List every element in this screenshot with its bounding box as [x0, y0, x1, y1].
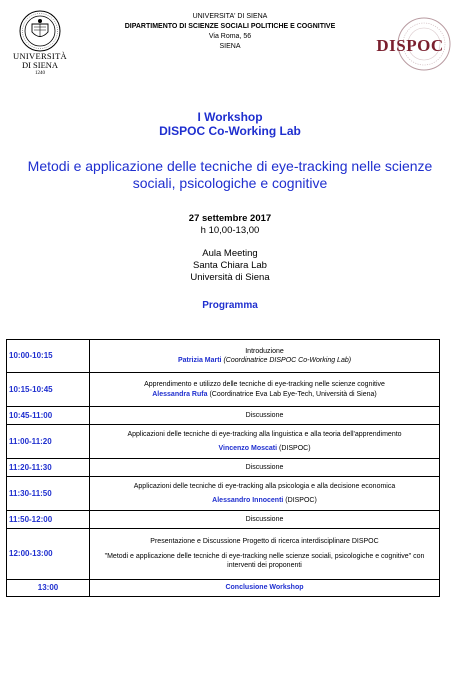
session-quote: "Metodi e applicazione delle tecniche di eye-tracking nelle scienze sociali, psicologiche e cognitive" con interventi dei proponenti [104, 552, 425, 570]
session-title: Applicazioni delle tecniche di eye-tracking alla linguistica e alla teoria dell'apprendimento [127, 431, 402, 438]
university-seal-icon [18, 10, 62, 52]
session-title: Introduzione [245, 347, 284, 355]
event-hours: h 10,00-13,00 [200, 225, 260, 236]
event-venue [0, 248, 460, 284]
university-logo-name: UNIVERSITÀ [13, 51, 67, 61]
session-title: Presentazione e Discussione Progetto di ricerca interdisciplinare DISPOC [150, 538, 379, 546]
session-cell [90, 340, 440, 373]
session-title: Apprendimento e utilizzo delle tecniche di eye-tracking nelle scienze cognitive [144, 381, 385, 388]
time-cell: 11:50-12:00 [7, 511, 90, 529]
session-cell [90, 529, 440, 580]
venue-room: Aula Meeting [202, 248, 258, 259]
address-university: UNIVERSITA' DI SIENA [192, 13, 268, 20]
time-cell: 11:20-11:30 [7, 459, 90, 477]
speaker-name: Patrizia Marti [177, 357, 222, 364]
table-row [7, 580, 440, 597]
program-heading: Programma [202, 300, 258, 311]
time-cell: 11:30-11:50 [7, 477, 90, 511]
speaker-name: Vincenzo Moscati [218, 444, 278, 452]
university-logo-city: DI SIENA [21, 60, 59, 70]
address-street: Via Roma, 56 [208, 33, 252, 40]
table-row [7, 477, 440, 511]
table-row [7, 425, 440, 459]
event-date: 27 settembre 2017 [188, 213, 272, 224]
table-row [7, 340, 440, 373]
session-speaker-line [92, 496, 437, 506]
time-cell: 10:45-11:00 [7, 407, 90, 425]
university-logo [10, 10, 70, 82]
session-cell [90, 477, 440, 511]
speaker-affiliation: (Coordinatrice DISPOC Co-Working Lab) [221, 357, 352, 364]
university-logo-year: 1240 [35, 71, 45, 76]
session-speaker-line [92, 356, 437, 366]
session-cell: Discussione [90, 407, 440, 425]
session-speaker-line [92, 444, 437, 454]
speaker-name: Alessandro Innocenti [212, 496, 284, 504]
workshop-title: I Workshop [197, 110, 263, 124]
time-cell: 12:00-13:00 [7, 529, 90, 580]
table-row [7, 459, 440, 477]
workshop-name: DISPOC Co-Working Lab [159, 124, 301, 138]
speaker-name: Alessandra Rufa [152, 390, 208, 398]
session-cell: Discussione [90, 459, 440, 477]
address-city: SIENA [219, 43, 241, 50]
dispoc-logo-text: DISPOC [376, 36, 444, 55]
venue-lab: Santa Chiara Lab [193, 260, 267, 271]
table-row [7, 511, 440, 529]
time-cell: 13:00 [7, 580, 90, 597]
session-cell [90, 425, 440, 459]
session-speaker-line [92, 390, 437, 400]
time-cell: 11:00-11:20 [7, 425, 90, 459]
venue-university: Università di Siena [190, 272, 270, 283]
time-cell: 10:00-10:15 [7, 340, 90, 373]
speaker-affiliation: (DISPOC) [277, 444, 311, 452]
session-cell [90, 373, 440, 407]
session-title: Applicazioni delle tecniche di eye-tracking alla psicologia e alla decisione economica [133, 483, 396, 490]
dispoc-logo [366, 14, 454, 74]
table-row [7, 529, 440, 580]
session-cell: Discussione [90, 511, 440, 529]
session-cell: Conclusione Workshop [90, 580, 440, 597]
speaker-affiliation: (DISPOC) [283, 496, 317, 504]
address-block [80, 12, 380, 52]
workshop-subtitle: Metodi e applicazione delle tecniche di eye-tracking nelle scienze sociali, psicologiche e cognitive [27, 158, 433, 191]
speaker-affiliation: (Coordinatrice Eva Lab Eye-Tech, Università di Siena) [207, 390, 377, 398]
time-cell: 10:15-10:45 [7, 373, 90, 407]
table-row [7, 373, 440, 407]
table-row [7, 407, 440, 425]
program-table [6, 339, 440, 597]
address-department: DIPARTIMENTO DI SCIENZE SOCIALI POLITICHE E COGNITIVE [124, 23, 336, 30]
